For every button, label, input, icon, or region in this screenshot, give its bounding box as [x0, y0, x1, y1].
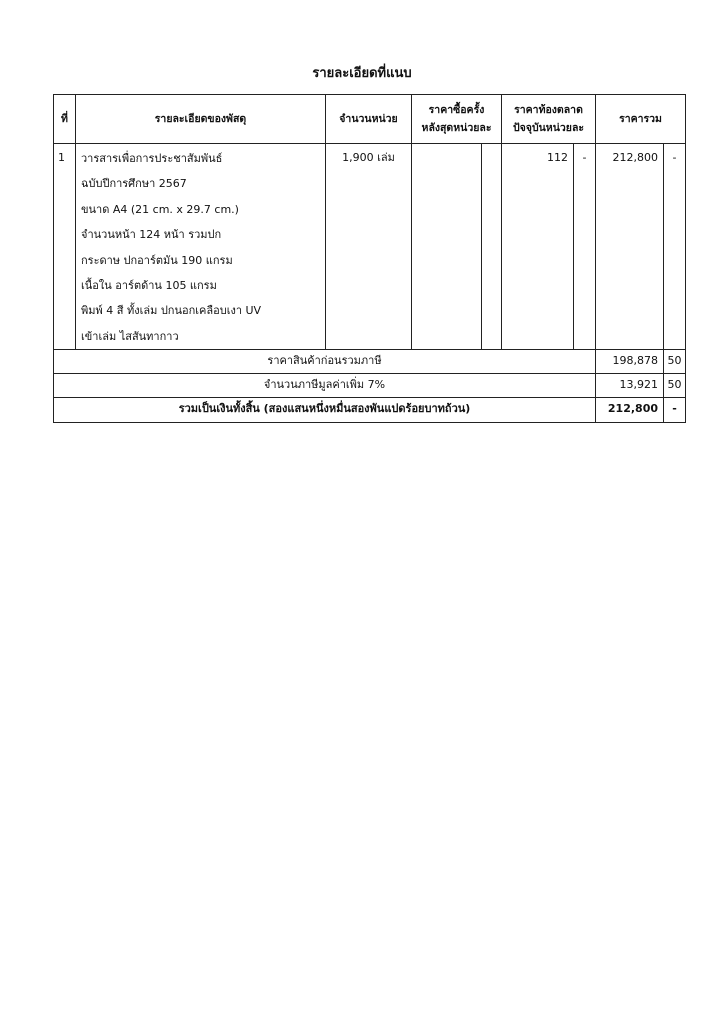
header-market-price: [502, 95, 596, 144]
header-last-price: [412, 95, 502, 144]
description-line: ฉบับปีการศึกษา 2567: [81, 177, 187, 191]
description-line: วารสารเพื่อการประชาสัมพันธ์: [81, 152, 223, 165]
header-market-price-line2: ปัจจุบันหน่วยละ: [512, 122, 585, 134]
subtotal-row: [54, 350, 686, 374]
header-no: ที่: [54, 95, 76, 144]
vat-satang: 50: [664, 374, 686, 398]
vat-row: [54, 374, 686, 398]
header-last-price-line1: ราคาซื้อครั้ง: [428, 104, 485, 116]
header-total: ราคารวม: [596, 95, 686, 144]
item-details-table: [53, 94, 686, 423]
vat-label: จำนวนภาษีมูลค่าเพิ่ม 7%: [54, 374, 596, 398]
description-line: เนื้อใน อาร์ตด้าน 105 แกรม: [81, 279, 217, 293]
grand-total-label: รวมเป็นเงินทั้งสิ้น (สองแสนหนึ่งหมื่นสองพันแปดร้อยบาทถ้วน): [54, 398, 596, 423]
item-last-price-baht: [412, 144, 482, 350]
item-description: [76, 144, 326, 350]
item-market-price-satang: -: [574, 144, 596, 350]
header-quantity: จำนวนหน่วย: [326, 95, 412, 144]
grand-total-baht: 212,800: [596, 398, 664, 423]
header-last-price-line2: หลังสุดหน่วยละ: [421, 122, 492, 134]
item-quantity: 1,900 เล่ม: [326, 144, 412, 350]
table-header-row: [54, 95, 686, 144]
item-total-baht: 212,800: [596, 144, 664, 350]
header-description: รายละเอียดของพัสดุ: [76, 95, 326, 144]
header-market-price-line1: ราคาท้องตลาด: [514, 104, 583, 116]
description-line: พิมพ์ 4 สี ทั้งเล่ม ปกนอกเคลือบเงา UV: [81, 304, 262, 318]
item-total-satang: -: [664, 144, 686, 350]
description-line: กระดาษ ปกอาร์ตมัน 190 แกรม: [81, 253, 233, 267]
description-line: ขนาด A4 (21 cm. x 29.7 cm.): [81, 202, 239, 216]
subtotal-satang: 50: [664, 350, 686, 374]
item-last-price-satang: [482, 144, 502, 350]
item-no: 1: [54, 144, 76, 350]
table-row: [54, 144, 686, 350]
subtotal-baht: 198,878: [596, 350, 664, 374]
grand-total-satang: -: [664, 398, 686, 423]
item-market-price-baht: 112: [502, 144, 574, 350]
page-title: รายละเอียดที่แนบ: [312, 66, 412, 81]
description-line: เข้าเล่ม ไสสันทากาว: [81, 329, 179, 343]
grand-total-row: [54, 398, 686, 423]
vat-baht: 13,921: [596, 374, 664, 398]
description-line: จำนวนหน้า 124 หน้า รวมปก: [81, 228, 222, 242]
subtotal-label: ราคาสินค้าก่อนรวมภาษี: [54, 350, 596, 374]
